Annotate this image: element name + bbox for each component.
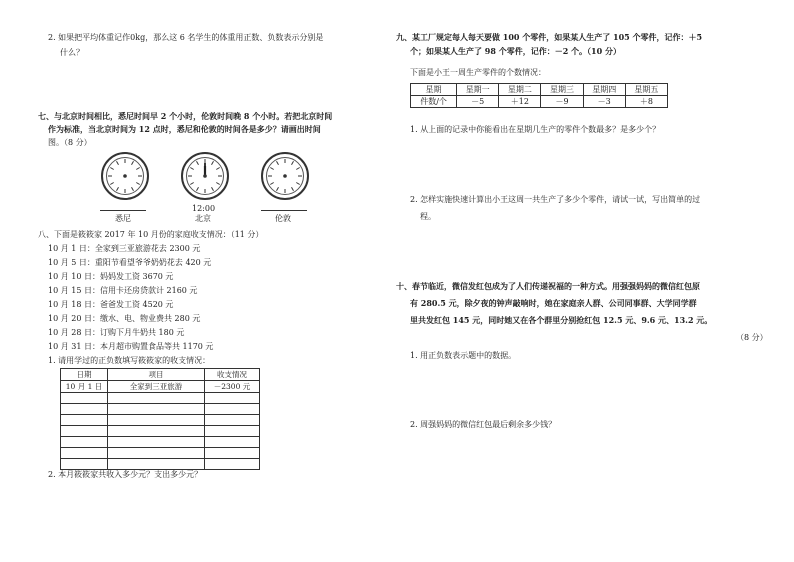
table-cell[interactable] xyxy=(61,459,108,470)
table-cell[interactable] xyxy=(61,404,108,415)
table-cell[interactable] xyxy=(205,404,260,415)
table-cell: 星期二 xyxy=(499,84,541,96)
clock-face-icon xyxy=(263,154,307,198)
table-header-date: 日期 xyxy=(61,369,108,381)
table-cell: 10 月 1 日 xyxy=(61,381,108,393)
sydney-answer-line xyxy=(100,210,146,211)
q9-sub1: 1. 从上面的记录中你能看出在星期几生产的零件个数最多？是多少个？ xyxy=(410,125,661,134)
q9-line2: 个；如果某人生产了 98 个零件，记作：－2 个。（10 分） xyxy=(410,46,621,56)
table-cell[interactable] xyxy=(108,404,205,415)
clock-face-icon xyxy=(103,154,147,198)
table-cell: 星期一 xyxy=(457,84,499,96)
q2-line1: 2. 如果把平均体重记作0kg，那么这 6 名学生的体重用正数、负数表示分别是 xyxy=(48,33,324,42)
table-cell: －2300 元 xyxy=(205,381,260,393)
production-table xyxy=(410,83,668,108)
table-row[interactable] xyxy=(61,459,260,470)
clock-sydney xyxy=(101,152,149,200)
clock-beijing xyxy=(181,152,229,200)
table-row[interactable] xyxy=(61,448,260,459)
table-row xyxy=(411,96,668,108)
table-cell[interactable] xyxy=(205,426,260,437)
table-cell: 星期三 xyxy=(541,84,583,96)
table-cell[interactable] xyxy=(205,393,260,404)
q8-record-6: 10 月 20 日：缴水、电、物业费共 280 元 xyxy=(48,314,201,323)
london-answer-line xyxy=(261,210,307,211)
q10-sub1: 1. 用正负数表示题中的数据。 xyxy=(410,351,517,360)
table-cell: 星期五 xyxy=(625,84,667,96)
table-cell[interactable] xyxy=(108,426,205,437)
table-row[interactable] xyxy=(61,415,260,426)
table-cell: 星期四 xyxy=(583,84,625,96)
table-cell: 星期 xyxy=(411,84,457,96)
table-row[interactable] xyxy=(61,426,260,437)
table-cell: －5 xyxy=(457,96,499,108)
q8-sub1: 1. 请用学过的正负数填写筱筱家的收支情况： xyxy=(48,356,211,365)
table-header-row xyxy=(411,84,668,96)
q10-line1: 十、春节临近，微信发红包成为了人们传递祝福的一种方式。用强强妈妈的微信红包原 xyxy=(396,281,700,291)
table-cell[interactable] xyxy=(108,415,205,426)
q2-line2: 什么？ xyxy=(60,48,84,57)
table-cell[interactable] xyxy=(205,459,260,470)
q8-sub2: 2. 本月筱筱家共收入多少元？支出多少元？ xyxy=(48,470,203,479)
table-row[interactable] xyxy=(61,404,260,415)
q9-line1: 九、某工厂规定每人每天要做 100 个零件，如果某人生产了 105 个零件，记作：＋5 xyxy=(396,32,703,42)
q8-record-7: 10 月 28 日：订购下月牛奶共 180 元 xyxy=(48,328,185,337)
table-cell: ＋8 xyxy=(625,96,667,108)
q8-record-1: 10 月 1 日：全家到三亚旅游花去 2300 元 xyxy=(48,244,201,253)
table-cell[interactable] xyxy=(108,459,205,470)
q10-line3: 里共发红包 145 元，同时她又在各个群里分别抢红包 12.5 元、9.6 元、13.2 元。 xyxy=(410,315,713,325)
q9-line3: 下面是小王一周生产零件的个数情况： xyxy=(410,68,546,77)
clock-label-sydney: 悉尼 xyxy=(115,214,131,223)
table-cell[interactable] xyxy=(61,437,108,448)
q10-score: （8 分） xyxy=(736,333,768,342)
income-expense-table xyxy=(60,368,260,470)
table-cell: 件数/个 xyxy=(411,96,457,108)
table-cell[interactable] xyxy=(108,393,205,404)
table-header-row xyxy=(61,369,260,381)
q7-line3: 图。（8 分） xyxy=(48,138,92,147)
q9-sub2-line1: 2. 怎样实施快速计算出小王这周一共生产了多少个零件，请试一试，写出简单的过 xyxy=(410,195,701,204)
q10-sub2: 2. 周强妈妈的微信红包最后剩余多少钱？ xyxy=(410,420,557,429)
table-row[interactable] xyxy=(61,437,260,448)
clock-face-icon xyxy=(183,154,227,198)
table-cell: －9 xyxy=(541,96,583,108)
q9-sub2-line2: 程。 xyxy=(420,212,436,221)
table-cell: －3 xyxy=(583,96,625,108)
table-cell: ＋12 xyxy=(499,96,541,108)
q8-heading: 八、下面是筱筱家 2017 年 10 月份的家庭收支情况：（11 分） xyxy=(38,230,264,239)
clock-london xyxy=(261,152,309,200)
table-header-amount: 收支情况 xyxy=(205,369,260,381)
table-cell[interactable] xyxy=(61,415,108,426)
q8-record-5: 10 月 18 日：爸爸发工资 4520 元 xyxy=(48,300,174,309)
q7-line2: 作为标准，当北京时间为 12 点时，悉尼和伦敦的时间各是多少？请画出时间 xyxy=(48,124,321,134)
clock-label-london: 伦敦 xyxy=(275,214,291,223)
q8-record-2: 10 月 5 日：重阳节看望爷爷奶奶花去 420 元 xyxy=(48,258,212,267)
table-cell[interactable] xyxy=(108,448,205,459)
q8-record-3: 10 月 10 日：妈妈发工资 3670 元 xyxy=(48,272,174,281)
table-cell[interactable] xyxy=(61,393,108,404)
table-cell: 全家到三亚旅游 xyxy=(108,381,205,393)
q8-record-4: 10 月 15 日：信用卡还房贷款计 2160 元 xyxy=(48,286,198,295)
table-cell[interactable] xyxy=(108,437,205,448)
beijing-time-label: 12:00 xyxy=(192,204,216,213)
table-header-item: 项目 xyxy=(108,369,205,381)
q10-line2: 有 280.5 元，除夕夜的钟声敲响时，她在家庭亲人群、公司同事群、大学同学群 xyxy=(410,298,697,308)
table-row[interactable] xyxy=(61,393,260,404)
table-cell[interactable] xyxy=(205,437,260,448)
q8-record-8: 10 月 31 日：本月超市购置食品等共 1170 元 xyxy=(48,342,214,351)
table-cell[interactable] xyxy=(205,415,260,426)
table-cell[interactable] xyxy=(61,448,108,459)
table-row xyxy=(61,381,260,393)
clock-label-beijing: 北京 xyxy=(195,214,211,223)
q7-line1: 七、与北京时间相比，悉尼时间早 2 个小时，伦敦时间晚 8 个小时。若把北京时间 xyxy=(38,111,333,121)
table-cell[interactable] xyxy=(61,426,108,437)
table-cell[interactable] xyxy=(205,448,260,459)
